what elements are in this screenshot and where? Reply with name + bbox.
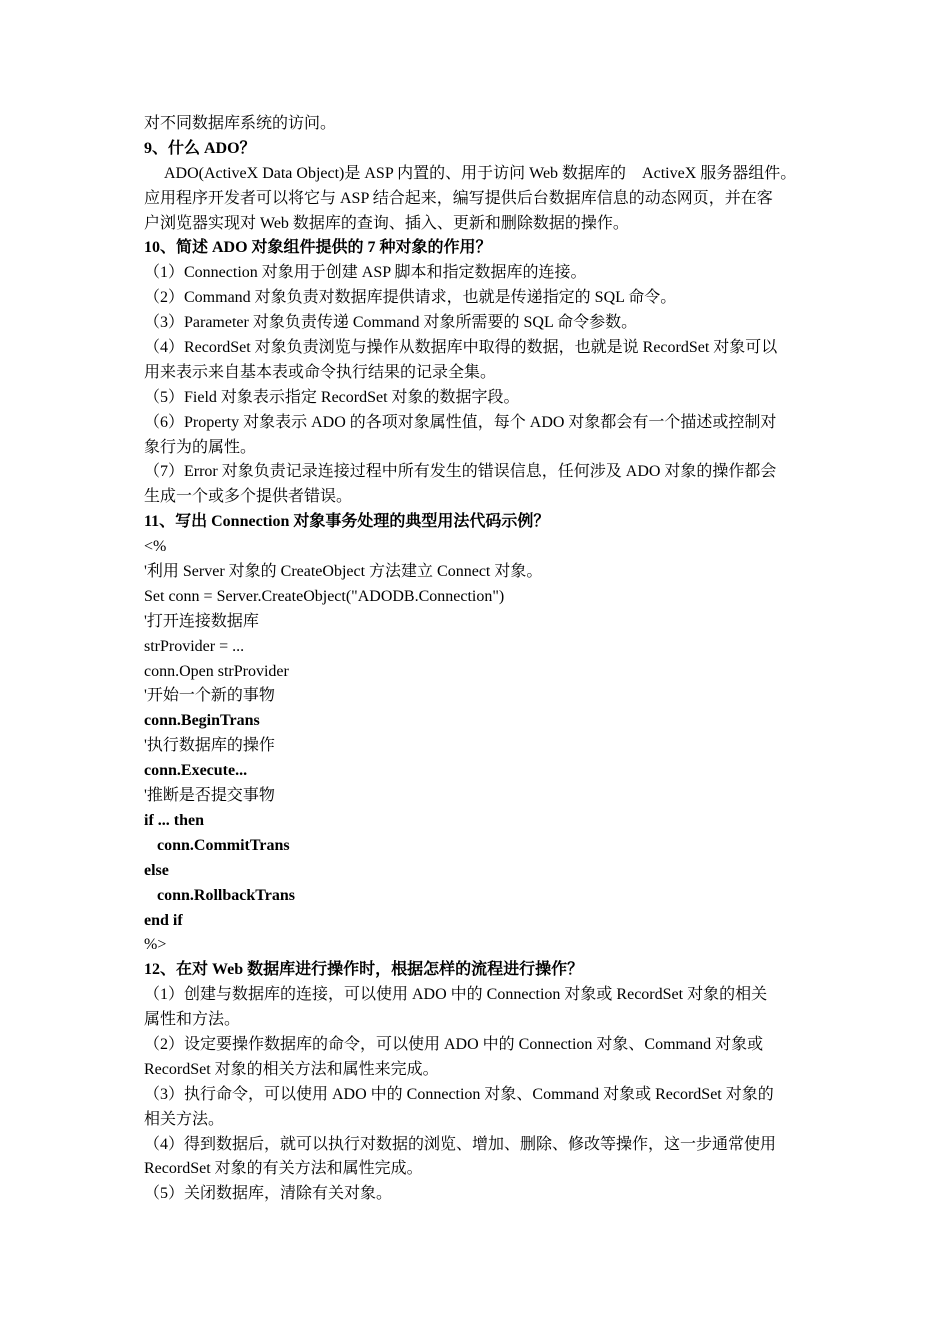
document-page bbox=[144, 112, 808, 1207]
paragraph-line: Set conn = Server.CreateObject("ADODB.Connection") bbox=[144, 587, 505, 605]
code-line: conn.RollbackTrans bbox=[157, 886, 295, 904]
paragraph-line: 象行为的属性。 bbox=[144, 438, 257, 456]
paragraph-line: 应用程序开发者可以将它与 ASP 结合起来，编写提供后台数据库信息的动态网页，并在客 bbox=[144, 189, 773, 207]
code-line: else bbox=[144, 861, 169, 879]
section-heading: 11、写出 Connection 对象事务处理的典型用法代码示例？ bbox=[144, 513, 550, 531]
paragraph-line: （6）Property 对象表示 ADO 的各项对象属性值，每个 ADO 对象都会有一个描述或控制对 bbox=[144, 413, 777, 431]
paragraph-line: 属性和方法。 bbox=[144, 1011, 241, 1029]
section-heading: 9、什么 ADO？ bbox=[144, 139, 256, 157]
paragraph-line: （5）Field 对象表示指定 RecordSet 对象的数据字段。 bbox=[144, 388, 520, 406]
paragraph-line: '推断是否提交事物 bbox=[144, 787, 275, 805]
paragraph-line: '执行数据库的操作 bbox=[144, 737, 275, 755]
paragraph-line: 用来表示来自基本表或命令执行结果的记录全集。 bbox=[144, 363, 497, 381]
paragraph-line: RecordSet 对象的有关方法和属性完成。 bbox=[144, 1160, 423, 1178]
paragraph-line: <% bbox=[144, 538, 167, 556]
paragraph-line: strProvider = ... bbox=[144, 637, 245, 655]
code-line: conn.BeginTrans bbox=[144, 712, 260, 730]
paragraph-line: %> bbox=[144, 936, 167, 954]
code-line: if ... then bbox=[144, 811, 204, 829]
paragraph-line: （1）创建与数据库的连接，可以使用 ADO 中的 Connection 对象或 RecordSet 对象的相关 bbox=[144, 986, 768, 1004]
paragraph-line: '利用 Server 对象的 CreateObject 方法建立 Connect 对象。 bbox=[144, 563, 543, 581]
paragraph-line: RecordSet 对象的相关方法和属性来完成。 bbox=[144, 1060, 439, 1078]
paragraph-line: conn.Open strProvider bbox=[144, 662, 289, 680]
paragraph-line: '打开连接数据库 bbox=[144, 612, 259, 630]
code-line: end if bbox=[144, 911, 183, 929]
paragraph-line: '开始一个新的事物 bbox=[144, 687, 275, 705]
paragraph-line: （4）RecordSet 对象负责浏览与操作从数据库中取得的数据，也就是说 RecordSet 对象可以 bbox=[144, 339, 778, 357]
paragraph-line: ADO(ActiveX Data Object)是 ASP 内置的、用于访问 Web 数据库的 ActiveX 服务器组件。 bbox=[164, 164, 797, 182]
paragraph-line: （2）设定要操作数据库的命令，可以使用 ADO 中的 Connection 对象、Command 对象或 bbox=[144, 1035, 764, 1053]
paragraph-line: （3）Parameter 对象负责传递 Command 对象所需要的 SQL 命令参数。 bbox=[144, 314, 638, 332]
paragraph-line: （5）关闭数据库，清除有关对象。 bbox=[144, 1185, 393, 1203]
paragraph-line: 相关方法。 bbox=[144, 1110, 225, 1128]
paragraph-line: （3）执行命令，可以使用 ADO 中的 Connection 对象、Command 对象或 RecordSet 对象的 bbox=[144, 1085, 774, 1103]
code-line: conn.Execute... bbox=[144, 762, 248, 780]
paragraph-line: 生成一个或多个提供者错误。 bbox=[144, 488, 353, 506]
paragraph-line: 对不同数据库系统的访问。 bbox=[144, 115, 337, 132]
paragraph-line: （2）Command 对象负责对数据库提供请求，也就是传递指定的 SQL 命令。 bbox=[144, 289, 677, 307]
paragraph-line: （7）Error 对象负责记录连接过程中所有发生的错误信息，任何涉及 ADO 对象的操作都会 bbox=[144, 463, 777, 481]
section-heading: 12、在对 Web 数据库进行操作时，根据怎样的流程进行操作？ bbox=[144, 961, 584, 979]
code-line: conn.CommitTrans bbox=[157, 836, 290, 854]
paragraph-line: 户浏览器实现对 Web 数据库的查询、插入、更新和删除数据的操作。 bbox=[144, 214, 629, 232]
paragraph-line: （1）Connection 对象用于创建 ASP 脚本和指定数据库的连接。 bbox=[144, 264, 587, 282]
section-heading: 10、简述 ADO 对象组件提供的 7 种对象的作用？ bbox=[144, 239, 492, 257]
paragraph-line: （4）得到数据后，就可以执行对数据的浏览、增加、删除、修改等操作，这一步通常使用 bbox=[144, 1135, 777, 1153]
